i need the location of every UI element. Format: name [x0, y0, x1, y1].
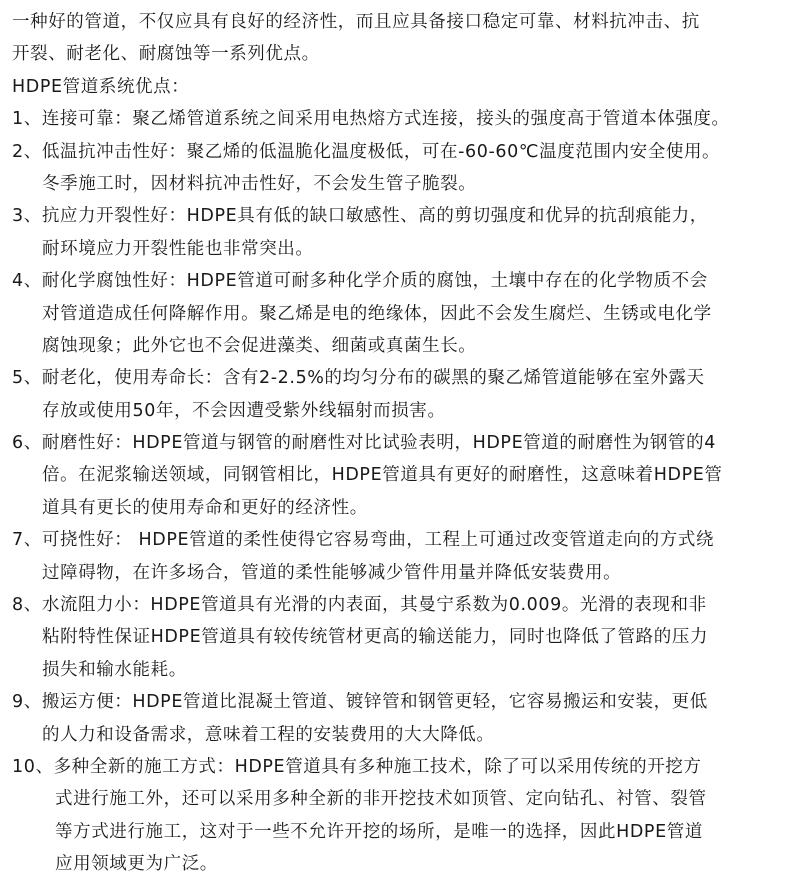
list-item-first-line: 7、可挠性好： HDPE管道的柔性使得它容易弯曲，工程上可通过改变管道走向的方式绕 — [12, 530, 715, 551]
list-item-continuation-line: 粘附特性保证HDPE管道具有较传统管材更高的输送能力，同时也降低了管路的压力 — [42, 627, 709, 648]
list-item — [12, 103, 790, 135]
intro-line: 开裂、耐老化、耐腐蚀等一系列优点。 — [12, 44, 320, 65]
section-heading: HDPE管道系统优点： — [12, 76, 190, 97]
list-item — [12, 427, 790, 524]
list-item-continuation-line: 式进行施工外，还可以采用多种全新的非开挖技术如顶管、定向钻孔、衬管、裂管 — [55, 789, 707, 810]
list-item-continuation-line: 耐环境应力开裂性能也非常突出。 — [42, 238, 314, 259]
list-item — [12, 589, 790, 686]
list-item-first-line: 4、耐化学腐蚀性好：HDPE管道可耐多种化学介质的腐蚀，土壤中存在的化学物质不会 — [12, 271, 708, 292]
list-item-first-line: 9、搬运方便：HDPE管道比混凝土管道、镀锌管和钢管更轻，它容易搬运和安装，更低 — [12, 692, 708, 713]
list-item — [12, 362, 790, 427]
list-item-continuation-line: 损失和输水能耗。 — [42, 659, 187, 680]
list-item-first-line: 5、耐老化，使用寿命长：含有2-2.5%的均匀分布的碳黑的聚乙烯管道能够在室外露天 — [12, 368, 705, 389]
list-item — [12, 524, 790, 589]
list-item-continuation-line: 的人力和设备需求，意味着工程的安装费用的大大降低。 — [42, 724, 495, 745]
list-item — [12, 200, 790, 265]
intro-line: 一种好的管道，不仅应具有良好的经济性，而且应具备接口稳定可靠、材料抗冲击、抗 — [12, 12, 700, 32]
list-item-first-line: 1、连接可靠：聚乙烯管道系统之间采用电热熔方式连接，接头的强度高于管道本体强度。 — [12, 109, 730, 130]
list-item-continuation-line: 倍。在泥浆输送领域，同钢管相比，HDPE管道具有更好的耐磨性，这意味着HDPE管 — [42, 465, 723, 486]
list-item-continuation-line: 冬季施工时，因材料抗冲击性好，不会发生管子脆裂。 — [42, 173, 477, 194]
list-item-first-line: 8、水流阻力小：HDPE管道具有光滑的内表面，其曼宁系数为0.009。光滑的表现和非 — [12, 595, 707, 616]
list-item-first-line: 10、多种全新的施工方式：HDPE管道具有多种施工技术，除了可以采用传统的开挖方 — [12, 756, 702, 777]
list-item-first-line: 3、抗应力开裂性好：HDPE具有低的缺口敏感性、高的剪切强度和优异的抗刮痕能力， — [12, 206, 708, 227]
list-item-continuation-line: 对管道造成任何降解作用。聚乙烯是电的绝缘体，因此不会发生腐烂、生锈或电化学 — [42, 303, 712, 324]
list-item-continuation-line: 存放或使用50年，不会因遭受紫外线辐射而损害。 — [42, 400, 446, 421]
list-item-first-line: 6、耐磨性好：HDPE管道与钢管的耐磨性对比试验表明，HDPE管道的耐磨性为钢管的4 — [12, 433, 716, 454]
list-item — [12, 265, 790, 362]
list-item-continuation-line: 等方式进行施工，这对于一些不允许开挖的场所，是唯一的选择，因此HDPE管道 — [55, 821, 703, 842]
list-item — [12, 136, 790, 201]
list-item — [12, 686, 790, 751]
list-item-continuation-line: 过障碍物，在许多场合，管道的柔性能够减少管件用量并降低安装费用。 — [42, 562, 622, 583]
list-item — [12, 751, 790, 881]
list-item-continuation-line: 应用领域更为广泛。 — [55, 854, 218, 875]
advantages-list — [12, 103, 790, 880]
list-item-first-line: 2、低温抗冲击性好：聚乙烯的低温脆化温度极低，可在-60-60℃温度范围内安全使用。 — [12, 141, 721, 162]
list-item-continuation-line: 道具有更长的使用寿命和更好的经济性。 — [42, 497, 368, 518]
list-item-continuation-line: 腐蚀现象；此外它也不会促进藻类、细菌或真菌生长。 — [42, 335, 477, 356]
